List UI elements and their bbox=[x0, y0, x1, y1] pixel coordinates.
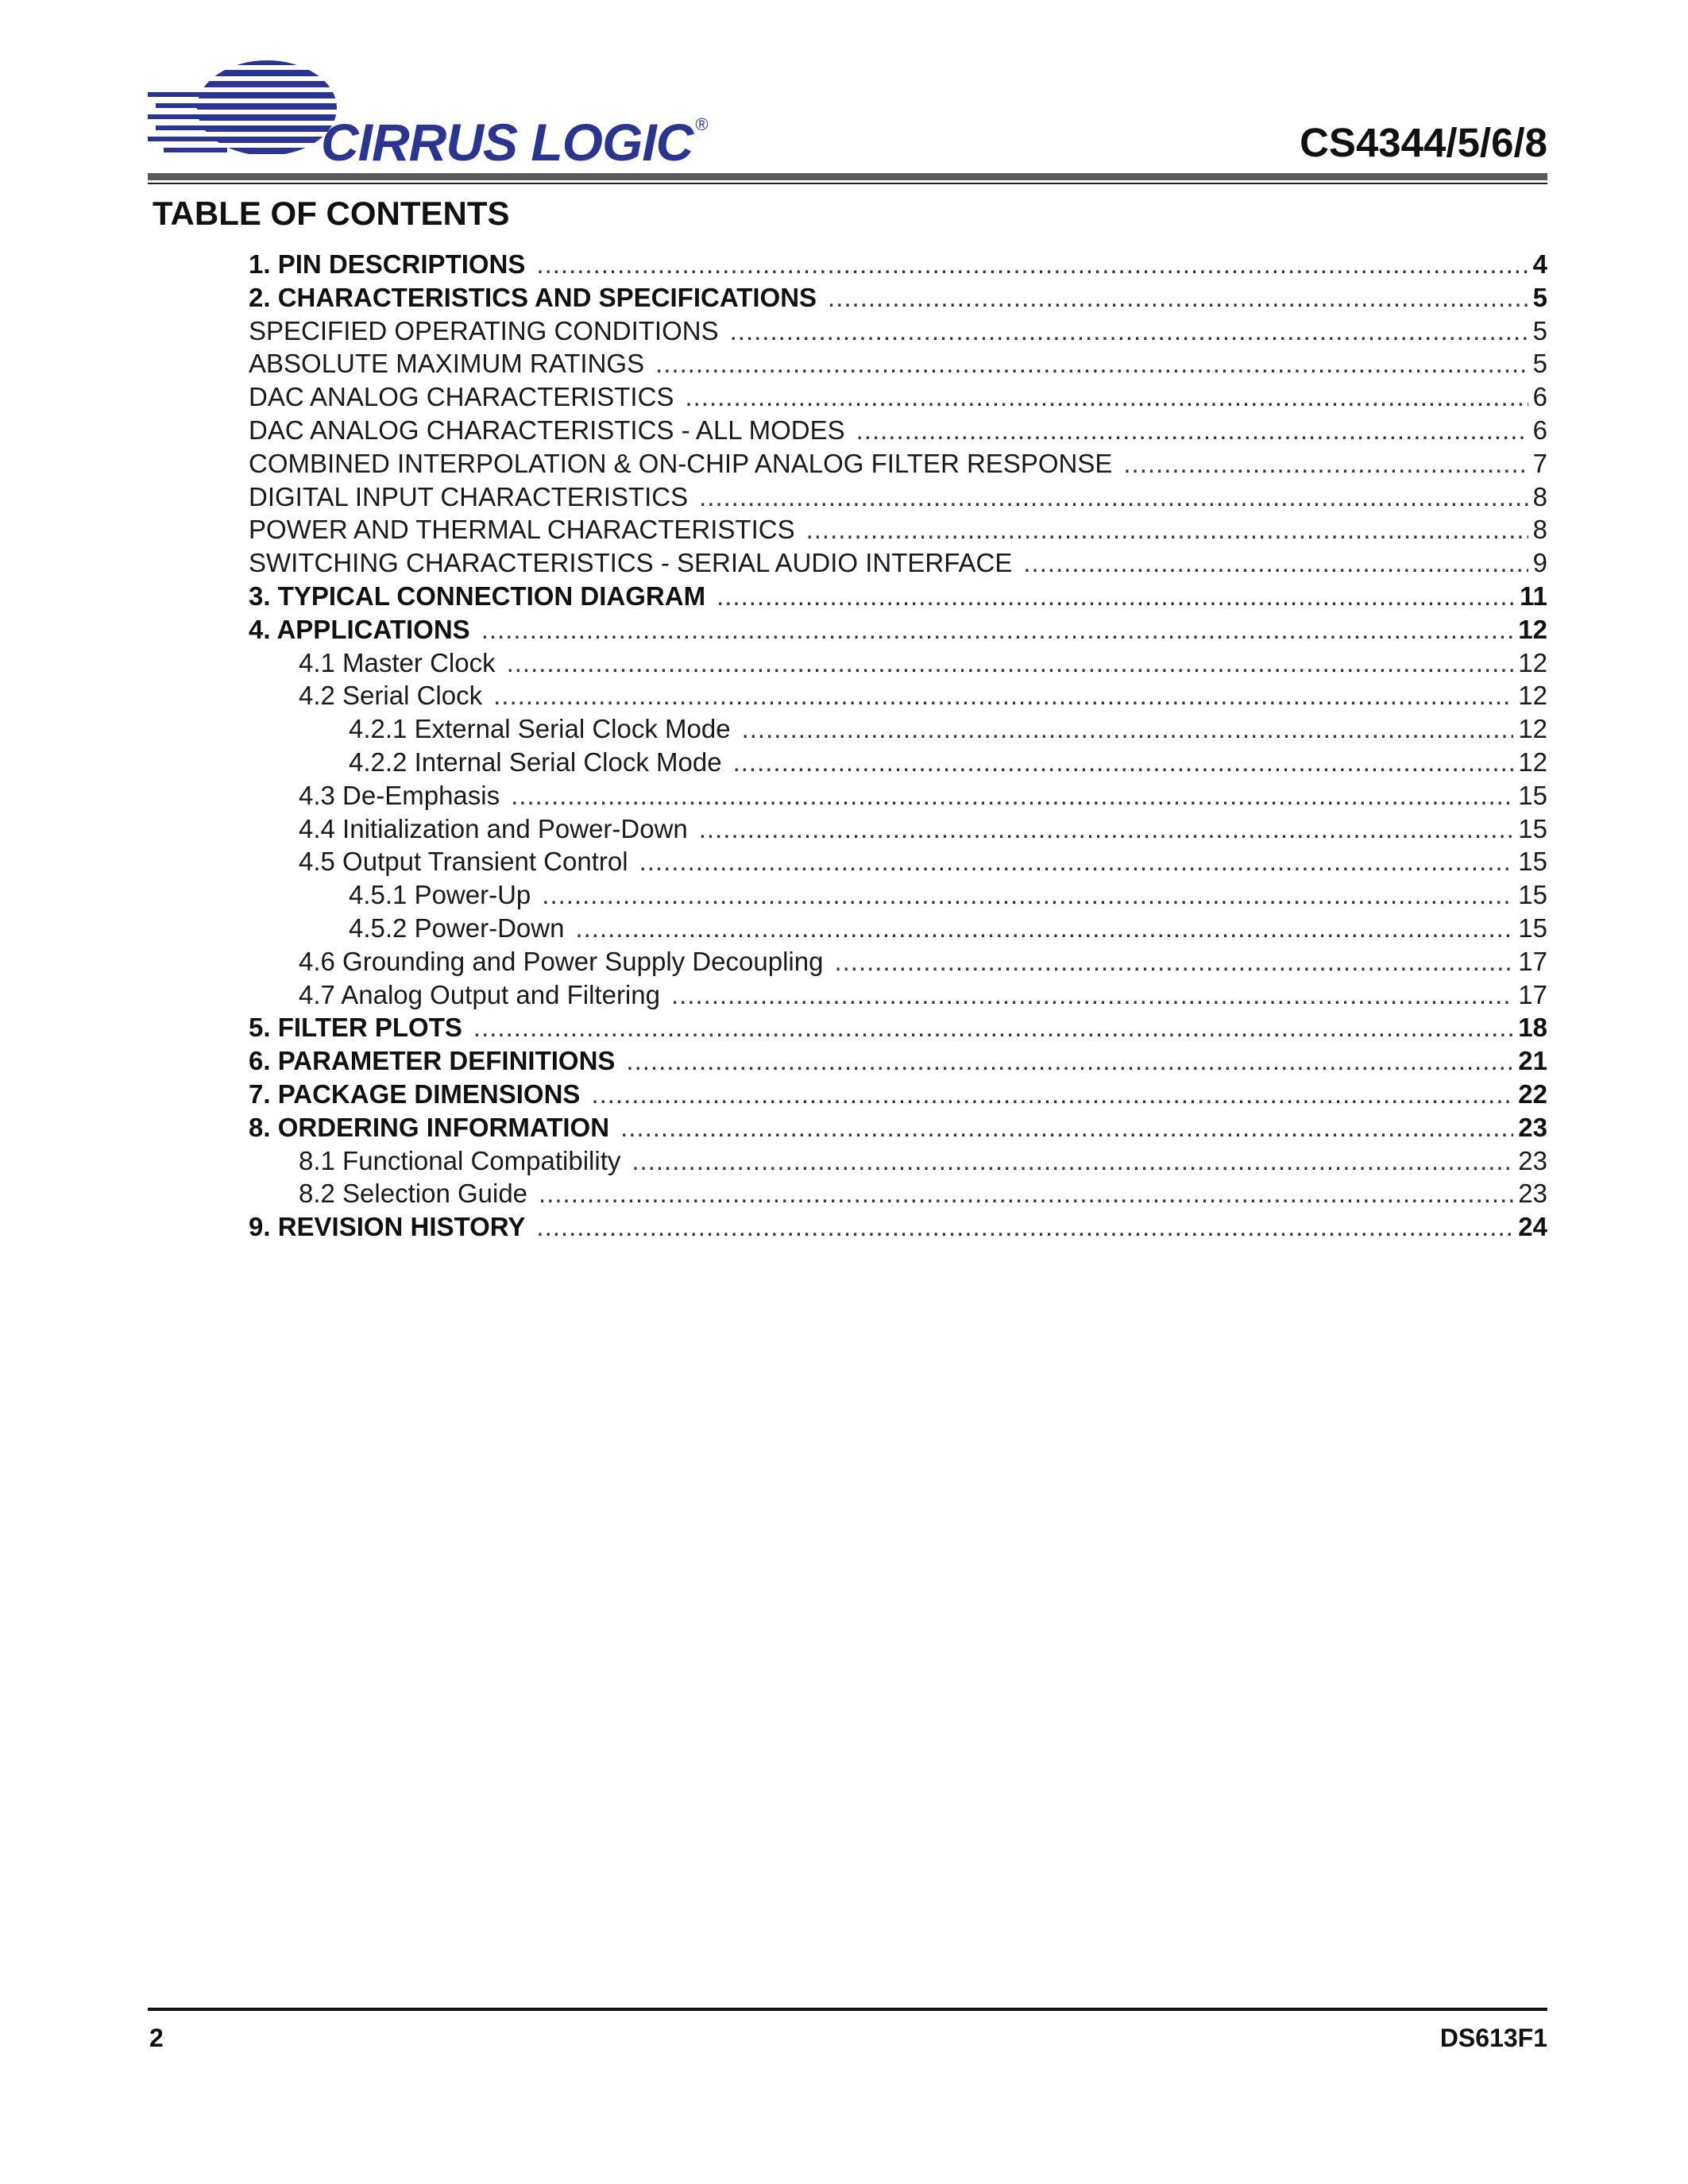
toc-leader bbox=[730, 314, 1528, 348]
toc-entry-page: 15 bbox=[1518, 847, 1547, 877]
toc-leader bbox=[511, 779, 1513, 812]
toc-entry[interactable] bbox=[249, 712, 1547, 746]
toc-entry-page: 8 bbox=[1532, 481, 1547, 511]
toc-entry[interactable] bbox=[249, 580, 1547, 613]
toc-entry[interactable] bbox=[249, 746, 1547, 779]
toc-leader bbox=[575, 912, 1513, 945]
cirrus-logic-logo bbox=[148, 59, 708, 172]
toc-entry-page: 5 bbox=[1532, 315, 1547, 345]
toc-heading: TABLE OF CONTENTS bbox=[153, 195, 510, 232]
toc-entry-page: 6 bbox=[1532, 415, 1547, 445]
document-id: DS613F1 bbox=[1439, 2024, 1547, 2052]
toc-entry-title: 4.1 Master Clock bbox=[299, 647, 496, 677]
toc-entry-page: 7 bbox=[1532, 448, 1547, 478]
header-rule bbox=[148, 173, 1547, 180]
toc-entry-title: 4.3 De-Emphasis bbox=[299, 780, 500, 810]
toc-leader bbox=[742, 712, 1514, 746]
header-rule-thin bbox=[148, 183, 1547, 184]
toc-entry-title: 4.5.2 Power-Down bbox=[349, 913, 565, 943]
toc-entry-page: 5 bbox=[1532, 349, 1547, 379]
cirrus-logo-mark-icon bbox=[148, 59, 338, 170]
toc-leader bbox=[539, 1177, 1513, 1210]
toc-entry-page: 21 bbox=[1518, 1046, 1547, 1076]
footer-rule bbox=[148, 2008, 1547, 2011]
toc-leader bbox=[1023, 546, 1528, 580]
toc-leader bbox=[834, 945, 1513, 978]
toc-entry[interactable] bbox=[249, 248, 1547, 281]
toc-entry-page: 23 bbox=[1518, 1112, 1547, 1142]
toc-entry-title: 8.1 Functional Compatibility bbox=[299, 1145, 621, 1175]
toc-entry-title: COMBINED INTERPOLATION & ON-CHIP ANALOG FILTER RESPONSE bbox=[249, 448, 1113, 478]
toc-entry-title: 3. TYPICAL CONNECTION DIAGRAM bbox=[249, 581, 706, 611]
toc-entry[interactable] bbox=[249, 1144, 1547, 1178]
toc-entry-title: 5. FILTER PLOTS bbox=[249, 1013, 462, 1043]
toc-leader bbox=[655, 347, 1528, 380]
toc-entry-page: 15 bbox=[1518, 813, 1547, 843]
toc-leader bbox=[507, 646, 1514, 680]
toc-entry[interactable] bbox=[249, 1111, 1547, 1144]
toc-entry-title: 4.7 Analog Output and Filtering bbox=[299, 979, 660, 1009]
toc-entry-page: 12 bbox=[1518, 681, 1547, 711]
toc-entry-page: 24 bbox=[1518, 1212, 1547, 1242]
toc-entry[interactable] bbox=[249, 878, 1547, 912]
toc-leader bbox=[481, 613, 1514, 646]
logo-wordmark bbox=[321, 113, 708, 172]
toc-entry[interactable] bbox=[249, 845, 1547, 878]
toc-entry-title: 1. PIN DESCRIPTIONS bbox=[249, 249, 526, 279]
toc-entry-title: 4.5 Output Transient Control bbox=[299, 847, 628, 877]
toc-entry[interactable] bbox=[249, 380, 1547, 414]
toc-entry-page: 15 bbox=[1518, 780, 1547, 810]
logo-text: CIRRUS LOGIC bbox=[321, 113, 693, 172]
toc-entry[interactable] bbox=[249, 646, 1547, 680]
toc-leader bbox=[828, 281, 1528, 314]
toc-leader bbox=[639, 845, 1514, 878]
toc-entry-page: 5 bbox=[1532, 282, 1547, 312]
toc-entry[interactable] bbox=[249, 281, 1547, 314]
toc-entry-title: 8. ORDERING INFORMATION bbox=[249, 1112, 610, 1142]
toc-leader bbox=[620, 1111, 1513, 1144]
toc-entry[interactable] bbox=[249, 912, 1547, 945]
toc-entry-title: 4.4 Initialization and Power-Down bbox=[299, 813, 688, 843]
toc-entry-title: 4.5.1 Power-Up bbox=[349, 880, 531, 910]
toc-entry-page: 9 bbox=[1532, 548, 1547, 578]
toc-leader bbox=[671, 978, 1513, 1012]
toc-entry-title: DAC ANALOG CHARACTERISTICS - ALL MODES bbox=[249, 415, 845, 445]
toc-leader bbox=[699, 480, 1528, 514]
toc-entry[interactable] bbox=[249, 447, 1547, 480]
toc-entry-title: POWER AND THERMAL CHARACTERISTICS bbox=[249, 515, 795, 545]
toc-entry[interactable] bbox=[249, 1078, 1547, 1111]
toc-entry-page: 6 bbox=[1532, 382, 1547, 412]
toc-entry-title: 9. REVISION HISTORY bbox=[249, 1212, 526, 1242]
toc-entry[interactable] bbox=[249, 1177, 1547, 1210]
toc-entry-title: ABSOLUTE MAXIMUM RATINGS bbox=[249, 349, 645, 379]
toc-entry-title: 4.2 Serial Clock bbox=[299, 681, 483, 711]
toc-entry[interactable] bbox=[249, 513, 1547, 546]
toc-entry[interactable] bbox=[249, 679, 1547, 712]
toc-entry-page: 17 bbox=[1518, 979, 1547, 1009]
toc-entry[interactable] bbox=[249, 1210, 1547, 1244]
toc-entry-title: 4.2.1 External Serial Clock Mode bbox=[349, 714, 731, 744]
toc-leader bbox=[473, 1011, 1513, 1044]
document-title: CS4344/5/6/8 bbox=[1300, 120, 1547, 165]
toc-entry[interactable] bbox=[249, 1044, 1547, 1078]
toc-leader bbox=[856, 414, 1528, 447]
toc-leader bbox=[591, 1078, 1513, 1111]
toc-leader bbox=[536, 248, 1528, 281]
toc-leader bbox=[536, 1210, 1513, 1244]
toc-leader bbox=[685, 380, 1528, 414]
toc-entry-title: DAC ANALOG CHARACTERISTICS bbox=[249, 382, 674, 412]
page-number: 2 bbox=[149, 2024, 164, 2052]
toc-entry-title: SWITCHING CHARACTERISTICS - SERIAL AUDIO INTERFACE bbox=[249, 548, 1013, 578]
toc-entry[interactable] bbox=[249, 347, 1547, 380]
toc-entry-page: 15 bbox=[1518, 880, 1547, 910]
toc-entry[interactable] bbox=[249, 945, 1547, 978]
toc-entry-page: 18 bbox=[1518, 1013, 1547, 1043]
toc-entry-page: 23 bbox=[1518, 1179, 1547, 1209]
toc-entry-page: 4 bbox=[1532, 249, 1547, 279]
toc-leader bbox=[733, 746, 1514, 779]
toc-entry-page: 11 bbox=[1520, 581, 1547, 611]
toc-leader bbox=[632, 1144, 1513, 1178]
toc-leader bbox=[717, 580, 1515, 613]
toc-leader bbox=[493, 679, 1513, 712]
toc-entry-page: 12 bbox=[1518, 747, 1547, 777]
toc-entry-page: 17 bbox=[1518, 946, 1547, 976]
toc-entry[interactable] bbox=[249, 1011, 1547, 1044]
toc-entry[interactable] bbox=[249, 779, 1547, 812]
toc-entry-page: 22 bbox=[1518, 1078, 1547, 1109]
toc-entry-title: 2. CHARACTERISTICS AND SPECIFICATIONS bbox=[249, 282, 817, 312]
toc-entry-title: 4.6 Grounding and Power Supply Decoupling bbox=[299, 946, 824, 976]
toc-leader bbox=[626, 1044, 1513, 1078]
toc-entry[interactable] bbox=[249, 613, 1547, 646]
toc-entry-title: SPECIFIED OPERATING CONDITIONS bbox=[249, 315, 719, 345]
toc-entry-title: 4.2.2 Internal Serial Clock Mode bbox=[349, 747, 722, 777]
toc-leader bbox=[699, 812, 1514, 846]
logo-registered-mark: ® bbox=[695, 114, 708, 134]
toc-entry[interactable] bbox=[249, 480, 1547, 514]
toc-leader bbox=[542, 878, 1513, 912]
toc-entry-page: 12 bbox=[1518, 714, 1547, 744]
toc-entry-title: 8.2 Selection Guide bbox=[299, 1179, 528, 1209]
toc-entry[interactable] bbox=[249, 314, 1547, 348]
table-of-contents bbox=[249, 248, 1547, 1244]
toc-entry[interactable] bbox=[249, 812, 1547, 846]
toc-entry-page: 12 bbox=[1518, 647, 1547, 677]
toc-entry-title: 6. PARAMETER DEFINITIONS bbox=[249, 1046, 616, 1076]
toc-entry[interactable] bbox=[249, 546, 1547, 580]
toc-entry-page: 15 bbox=[1518, 913, 1547, 943]
toc-entry[interactable] bbox=[249, 414, 1547, 447]
toc-leader bbox=[1123, 447, 1528, 480]
toc-entry-title: 4. APPLICATIONS bbox=[249, 614, 470, 644]
toc-entry-page: 12 bbox=[1518, 614, 1547, 644]
toc-entry-title: DIGITAL INPUT CHARACTERISTICS bbox=[249, 481, 689, 511]
toc-leader bbox=[806, 513, 1528, 546]
toc-entry-title: 7. PACKAGE DIMENSIONS bbox=[249, 1078, 581, 1109]
toc-entry-page: 23 bbox=[1518, 1145, 1547, 1175]
toc-entry-page: 8 bbox=[1532, 515, 1547, 545]
toc-entry[interactable] bbox=[249, 978, 1547, 1012]
